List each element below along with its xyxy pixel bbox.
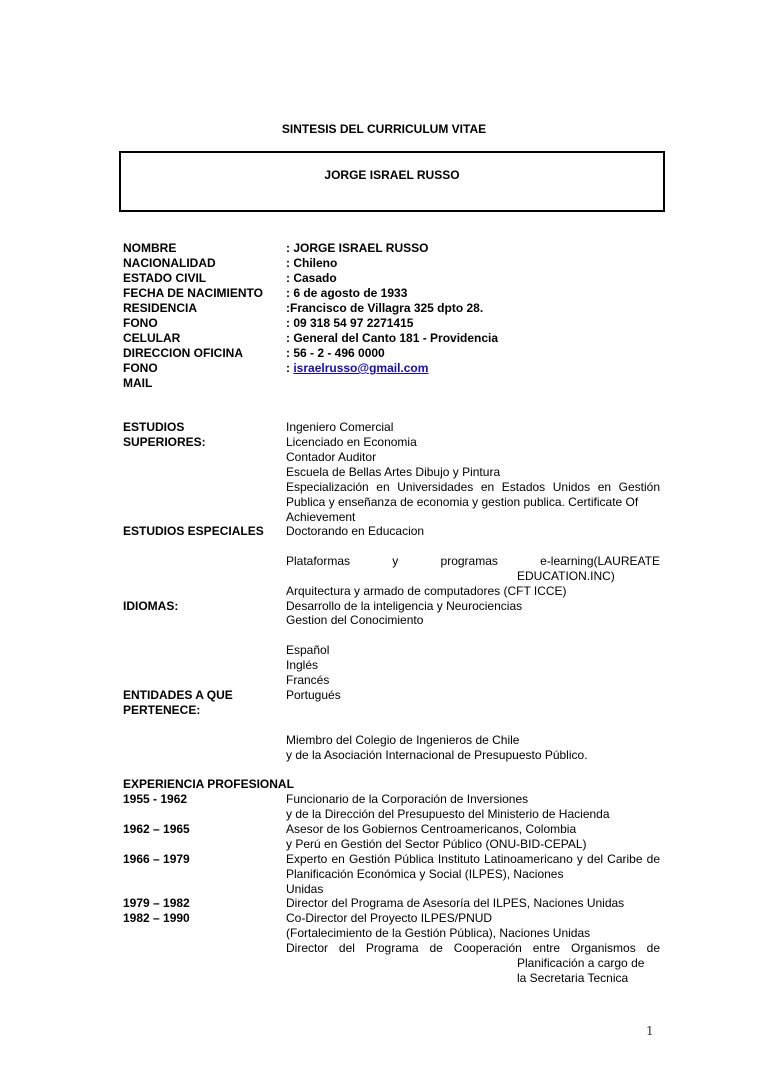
field-value bbox=[286, 361, 660, 376]
field-value: : 09 318 54 97 2271415 bbox=[286, 316, 414, 330]
study-item: Escuela de Bellas Artes Dibujo y Pintura bbox=[286, 465, 501, 479]
field-value: : 56 - 2 - 496 0000 bbox=[286, 346, 385, 360]
platform-word: y bbox=[392, 554, 399, 568]
experience-heading-text: EXPERIENCIA PROFESIONAL bbox=[123, 777, 294, 791]
studies-label: SUPERIORES: bbox=[123, 435, 206, 449]
field-value: : Casado bbox=[286, 271, 337, 285]
years-label: 1982 – 1990 bbox=[123, 911, 190, 925]
experience-line: Co-Director del Proyecto ILPES/PNUD bbox=[286, 911, 493, 925]
experience-paragraph-text: Experto en Gestión Pública Instituto Latinoamericano y del Caribe de Planificación Económica y Social (ILPES), Naciones bbox=[286, 852, 660, 881]
field-label: ESTADO CIVIL bbox=[123, 271, 207, 285]
special-studies-label: ESTUDIOS ESPECIALES bbox=[123, 524, 264, 538]
field-label: RESIDENCIA bbox=[123, 301, 198, 315]
field-label: DIRECCION OFICINA bbox=[123, 346, 243, 360]
field-value: : Chileno bbox=[286, 256, 338, 270]
experience-line: Funcionario de la Corporación de Inversiones bbox=[286, 792, 529, 806]
language-item: Inglés bbox=[286, 658, 319, 672]
platform-word: e-learning(LAUREATE bbox=[540, 554, 660, 568]
years-label: 1962 – 1965 bbox=[123, 822, 190, 836]
document-title: SINTESIS DEL CURRICULUM VITAE bbox=[281, 122, 487, 136]
study-paragraph-text: Especialización en Universidades en Estados Unidos en Gestión Publica y enseñanza de economia y gestion publica. Certificate Of bbox=[286, 480, 660, 509]
platform-words bbox=[286, 554, 660, 569]
experience-line: la Secretaria Tecnica bbox=[517, 971, 629, 985]
years-label: 1979 – 1982 bbox=[123, 896, 190, 910]
language-item: Portugués bbox=[286, 688, 341, 702]
entity-line: y de la Asociación Internacional de Presupuesto Público. bbox=[286, 748, 588, 762]
experience-line: Unidas bbox=[286, 882, 324, 896]
years-label: 1955 - 1962 bbox=[123, 792, 188, 806]
language-item: Francés bbox=[286, 673, 330, 687]
language-item: Español bbox=[286, 643, 330, 657]
field-label: MAIL bbox=[123, 376, 153, 390]
experience-line: Planificación a cargo de bbox=[517, 956, 645, 970]
field-value: : 6 de agosto de 1933 bbox=[286, 286, 408, 300]
experience-line: Director del Programa de Asesoría del ILPES, Naciones Unidas bbox=[286, 896, 625, 910]
name-box-text: JORGE ISRAEL RUSSO bbox=[324, 168, 460, 182]
special-study-item: Desarrollo de la inteligencia y Neurociencias bbox=[286, 599, 523, 613]
study-item: Ingeniero Comercial bbox=[286, 420, 394, 434]
special-study-item: Doctorando en Educacion bbox=[286, 524, 425, 538]
email-link[interactable]: israelrusso@gmail.com bbox=[293, 361, 429, 375]
name-box bbox=[119, 151, 665, 212]
experience-line: Director del Programa de Cooperación entre Organismos de bbox=[286, 941, 660, 955]
entity-line: Miembro del Colegio de Ingenieros de Chile bbox=[286, 733, 520, 747]
entities-label: ENTIDADES A QUE bbox=[123, 688, 233, 702]
field-label: CELULAR bbox=[123, 331, 181, 345]
page-number: 1 bbox=[646, 1024, 654, 1038]
special-study-item: Gestion del Conocimiento bbox=[286, 613, 424, 627]
field-label: NOMBRE bbox=[123, 241, 177, 255]
platform-word: Plataformas bbox=[286, 554, 351, 568]
experience-line: (Fortalecimiento de la Gestión Pública), Naciones Unidas bbox=[286, 926, 591, 940]
special-study-item: Arquitectura y armado de computadores (CFT ICCE) bbox=[286, 584, 567, 598]
field-label: FONO bbox=[123, 361, 158, 375]
study-item: Licenciado en Economia bbox=[286, 435, 417, 449]
languages-label: IDIOMAS: bbox=[123, 599, 179, 613]
experience-line: y Perú en Gestión del Sector Público (ONU-BID-CEPAL) bbox=[286, 837, 587, 851]
experience-line: Asesor de los Gobiernos Centroamericanos, Colombia bbox=[286, 822, 577, 836]
field-value: : JORGE ISRAEL RUSSO bbox=[286, 241, 429, 255]
years-label: 1966 – 1979 bbox=[123, 852, 190, 866]
field-value: :Francisco de Villagra 325 dpto 28. bbox=[286, 301, 484, 315]
field-label: FONO bbox=[123, 316, 158, 330]
entities-label: PERTENECE: bbox=[123, 703, 201, 717]
email-prefix: : bbox=[286, 361, 294, 375]
platform-word: programas bbox=[440, 554, 498, 568]
field-value: : General del Canto 181 - Providencia bbox=[286, 331, 499, 345]
study-item: Contador Auditor bbox=[286, 450, 377, 464]
studies-label: ESTUDIOS bbox=[123, 420, 185, 434]
field-label: FECHA DE NACIMIENTO bbox=[123, 286, 264, 300]
experience-line: y de la Dirección del Presupuesto del Ministerio de Hacienda bbox=[286, 807, 610, 821]
platform-end: EDUCATION.INC) bbox=[517, 569, 615, 583]
study-paragraph-end: Achievement bbox=[286, 510, 356, 524]
field-label: NACIONALIDAD bbox=[123, 256, 216, 270]
